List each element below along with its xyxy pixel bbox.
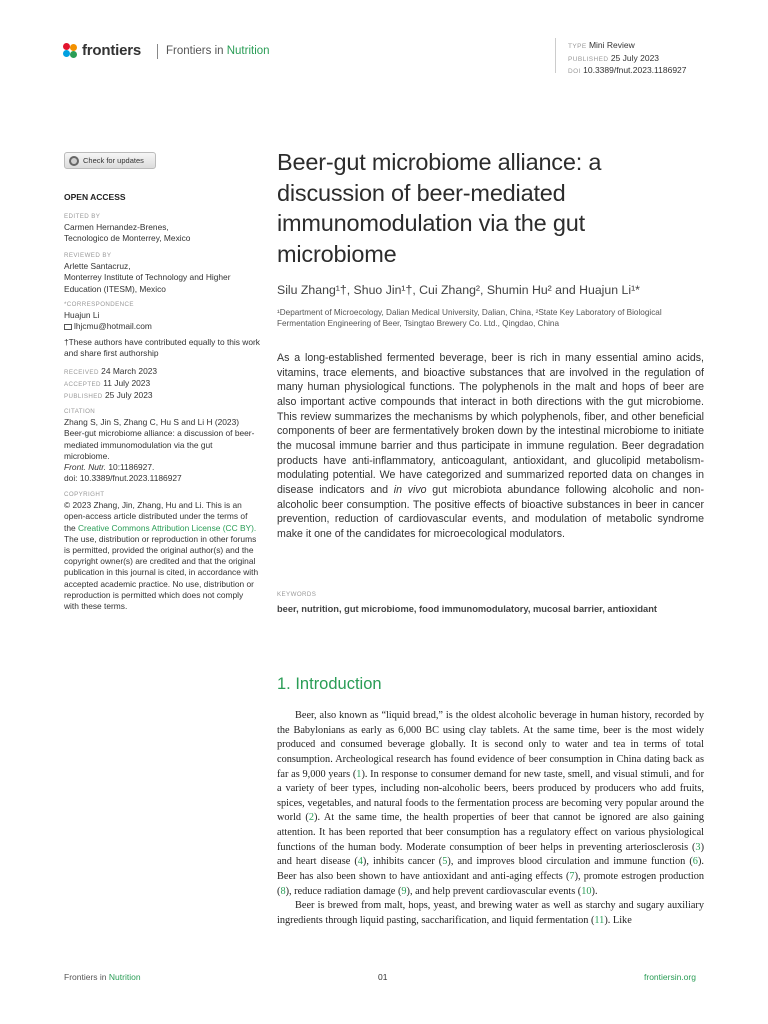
reference-link[interactable]: 8 bbox=[280, 885, 286, 897]
header-divider bbox=[157, 44, 158, 59]
reference-link[interactable]: 1 bbox=[356, 768, 362, 780]
copyright-pre: © 2023 Zhang, Jin, Zhang, Hu and Li. This is an open-access article distributed under the terms of the bbox=[64, 500, 248, 533]
email-link[interactable]: lhjcmu@hotmail.com bbox=[74, 321, 152, 332]
reference-link[interactable]: 7 bbox=[569, 870, 575, 882]
type-label: TYPE bbox=[568, 43, 587, 50]
reference-link[interactable]: 9 bbox=[401, 885, 407, 897]
footer-journal bbox=[64, 972, 141, 982]
email-icon bbox=[64, 324, 72, 330]
edited-by-block bbox=[64, 211, 260, 245]
reviewer-name: Arlette Santacruz, bbox=[64, 261, 131, 272]
copyright-label: COPYRIGHT bbox=[64, 491, 105, 498]
author-list: Silu Zhang¹†, Shuo Jin¹†, Cui Zhang², Shumin Hu² and Huajun Li¹* bbox=[277, 283, 640, 297]
equal-contribution-note: †These authors have contributed equally to this work and share first authorship bbox=[64, 337, 260, 359]
received-label: RECEIVED bbox=[64, 369, 99, 376]
copyright-post: The use, distribution or reproduction in other forums is permitted, provided the original author(s) and the copyright owner(s) are credited and that the original publication in this journal is cited, in accordance with accepted academic practice. No use, distribution or reproduction is permitted which does not comply with these terms. bbox=[64, 533, 259, 612]
reference-link[interactable]: 11 bbox=[594, 914, 605, 926]
journal-title: Nutrition bbox=[226, 45, 270, 57]
type-value: Mini Review bbox=[588, 40, 635, 50]
cc-license-link[interactable]: Creative Commons Attribution License (CC BY). bbox=[77, 522, 257, 533]
citation-volume: 10:1186927. bbox=[106, 462, 155, 473]
received-date: 24 March 2023 bbox=[101, 366, 158, 376]
article-meta bbox=[568, 40, 687, 78]
paragraph-1: Beer, also known as “liquid bread,” is the oldest alcoholic beverage in human history, recorded by the Babylonians as early as 6,000 BC using clay tablets. At the same time, beer is the most widely produced and consumed beverage globally. It is second only to water and tea in terms of total consumption. Archeological research has found evidence of beer consumption in China dating back as far as 9,000 years (1). In response to consumer demand for new taste, smell, and visual stimuli, and for a variety of beer types, including non-alcoholic beers, beers produced by producers who add fruits, spices, vegetables, and natural foods to the fermentation process are becoming very popular around the world (2). At the same time, the health properties of beer that cannot be ignored are also gaining attention. It has been reported that beer consumption has a regulatory effect on various physiological functions of the human body. Moderate consumption of beer helps in preventing arteriosclerosis (3) and heart disease (4), inhibits cancer (5), and improves blood circulation and immune function (6). Beer has also been shown to have antioxidant and anti-aging effects (7), promote estrogen production (8), reduce radiation damage (9), and help prevent cardiovascular events (10). bbox=[277, 710, 705, 897]
page-number: 01 bbox=[378, 972, 388, 982]
copyright-text bbox=[64, 500, 260, 612]
abstract bbox=[277, 351, 704, 542]
published-value: 25 July 2023 bbox=[610, 52, 660, 63]
published-date: 25 July 2023 bbox=[105, 390, 153, 401]
footer-site-link[interactable]: frontiersin.org bbox=[644, 972, 696, 982]
accepted-date: 11 July 2023 bbox=[103, 378, 151, 389]
logo-dot-orange bbox=[70, 44, 77, 51]
open-access-label: OPEN ACCESS bbox=[64, 192, 126, 202]
dates-block bbox=[64, 366, 260, 403]
abstract-italic: in vivo bbox=[393, 483, 427, 496]
section-heading-introduction: 1. Introduction bbox=[277, 675, 382, 693]
published-label-side: PUBLISHED bbox=[64, 393, 103, 401]
journal-prefix: Frontiers in bbox=[166, 45, 224, 57]
citation-journal: Front. Nutr. bbox=[64, 462, 107, 473]
citation-label: CITATION bbox=[64, 408, 96, 415]
reviewed-by-block bbox=[64, 250, 260, 295]
doi-label: DOI bbox=[568, 68, 581, 75]
logo-dot-red bbox=[63, 43, 70, 50]
published-label: PUBLISHED bbox=[568, 55, 609, 63]
edited-by-label: EDITED BY bbox=[64, 213, 101, 220]
check-for-updates-button[interactable] bbox=[64, 152, 156, 169]
check-updates-icon bbox=[69, 156, 79, 166]
frontiers-logo[interactable] bbox=[63, 42, 141, 59]
footer-journal-name: Nutrition bbox=[108, 972, 141, 982]
doi-link[interactable]: 10.3389/fnut.2023.1186927 bbox=[583, 65, 687, 75]
affiliations: ¹Department of Microecology, Dalian Medical University, Dalian, China, ²State Key Laboratory of Biological Fermentation Engineering of Beer, Tsingtao Brewery Co. Ltd., Qingdao, China bbox=[277, 308, 662, 329]
journal-name[interactable] bbox=[166, 45, 270, 57]
reviewer-affiliation: Monterrey Institute of Technology and Higher Education (ITESM), Mexico bbox=[64, 272, 231, 294]
frontiers-logo-icon bbox=[63, 43, 78, 58]
citation-text: Zhang S, Jin S, Zhang C, Hu S and Li H (2023) Beer-gut microbiome alliance: a discussion of beer-mediated immunomodulation via the gut microbiome. bbox=[64, 417, 255, 461]
reference-link[interactable]: 4 bbox=[357, 856, 363, 868]
correspondence-label: *CORRESPONDENCE bbox=[64, 301, 134, 308]
citation-block bbox=[64, 406, 260, 484]
correspondent-name: Huajun Li bbox=[64, 310, 100, 321]
reviewed-by-label: REVIEWED BY bbox=[64, 252, 112, 259]
logo-dot-blue bbox=[63, 50, 70, 57]
introduction-body bbox=[277, 709, 704, 928]
accepted-label: ACCEPTED bbox=[64, 381, 101, 389]
brand-name: frontiers bbox=[82, 42, 142, 59]
keywords: beer, nutrition, gut microbiome, food immunomodulatory, mucosal barrier, antioxidant bbox=[277, 604, 658, 614]
citation-doi: doi: 10.3389/fnut.2023.1186927 bbox=[64, 473, 182, 484]
logo-dot-green bbox=[70, 51, 77, 58]
meta-divider bbox=[555, 38, 556, 73]
reference-link[interactable]: 3 bbox=[695, 841, 701, 853]
keywords-label: KEYWORDS bbox=[277, 591, 317, 598]
reference-link[interactable]: 6 bbox=[692, 856, 698, 868]
article-title: Beer-gut microbiome alliance: a discussion of beer-mediated immunomodulation via the gut microbiome bbox=[277, 149, 602, 267]
abstract-part-1: As a long-established fermented beverage, beer is rich in many essential amino acids, vitamins, trace elements, and bioactive substances that are involved in the regulation of many human physiological functions. The polyphenols in the malt and hops of beer are also important active compounds that interact in both directions with the gut microbiome. This review summarizes the mechanisms by which polyphenols, fiber, and other beneficial components of beer are fermentatively broken down by the intestinal microbiome to initiate the mucosal immune barrier and thus participate in immune regulation. Beer degradation products have anti-inflammatory, anticoagulant, antioxidant, and glucolipid metabolism-modulating potential. We have categorized and summarized reported data on changes in disease indicators and bbox=[277, 352, 704, 496]
reference-link[interactable]: 10 bbox=[581, 885, 592, 897]
reference-link[interactable]: 5 bbox=[442, 856, 448, 868]
copyright-block bbox=[64, 489, 260, 612]
check-updates-label: Check for updates bbox=[83, 156, 144, 165]
reference-link[interactable]: 2 bbox=[308, 812, 315, 824]
correspondence-block bbox=[64, 299, 260, 333]
editor-affiliation: Tecnologico de Monterrey, Mexico bbox=[64, 233, 191, 244]
footer-journal-prefix: Frontiers in bbox=[64, 972, 107, 982]
paragraph-2: Beer is brewed from malt, hops, yeast, and brewing water as well as starchy and sugary auxiliary ingredients through liquid pasting, saccharification, and liquid fermentation (11). Like bbox=[277, 900, 704, 926]
abstract-part-2: gut microbiota abundance following alcoholic and non-alcoholic beer consumption. The positive effects of bioactive substances in beer in cancer prevention, reduction of cardiovascular events, and modulation of metabolic syndrome make it one of the candidates for microecological modulators. bbox=[277, 483, 705, 540]
editor-name: Carmen Hernandez-Brenes, bbox=[64, 222, 169, 233]
